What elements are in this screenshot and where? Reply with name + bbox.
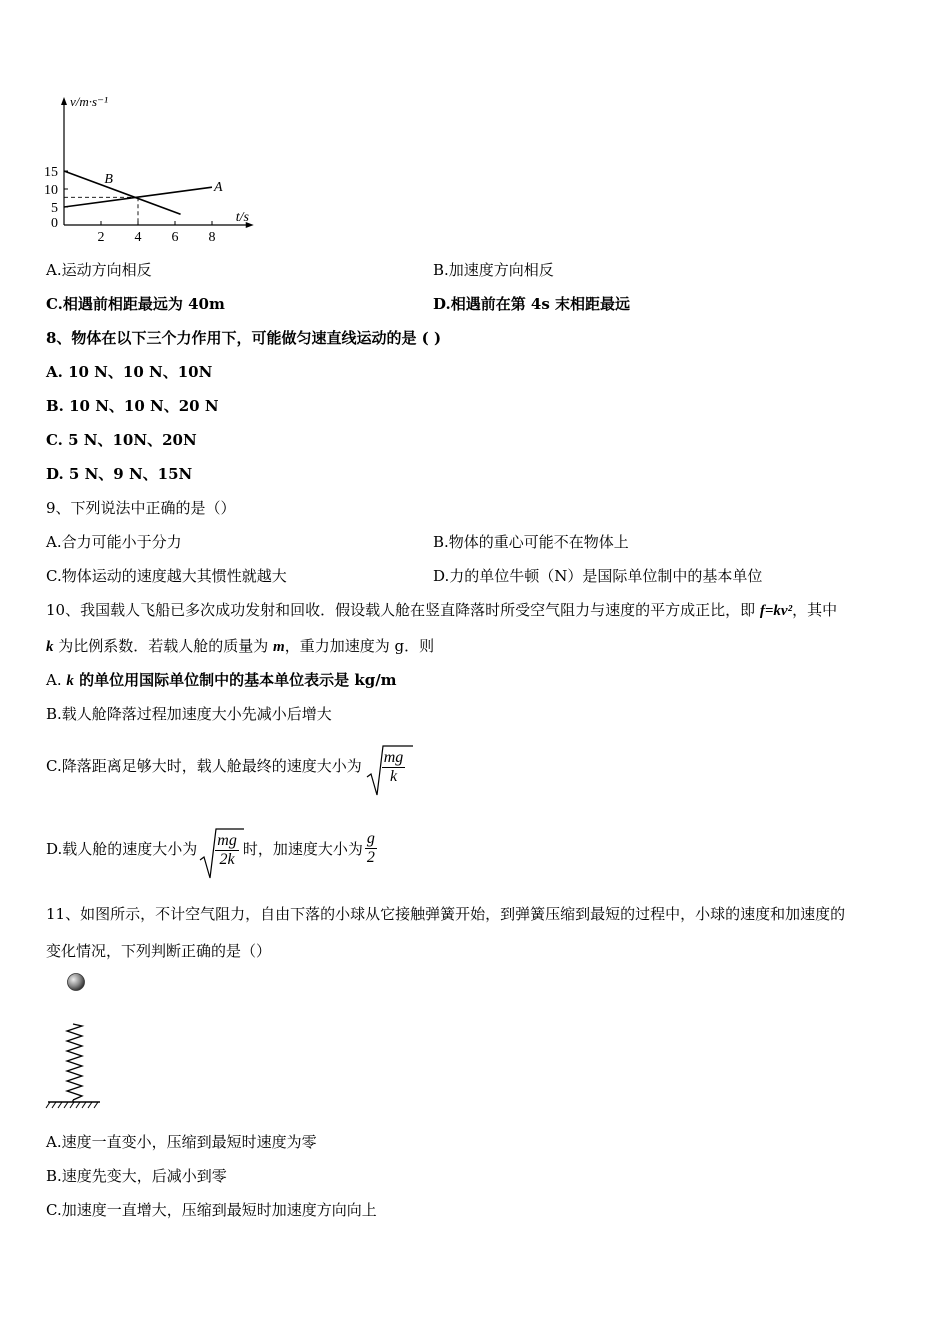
x-tick-label: 2 xyxy=(97,230,105,245)
q7-option-a: A.运动方向相反 xyxy=(46,261,152,279)
q10-formula: f=kv² xyxy=(759,603,793,619)
origin-label: 0 xyxy=(51,216,58,231)
q8-option-a: A. 10 N、10 N、10N xyxy=(46,363,213,381)
q7-option-b: B.加速度方向相反 xyxy=(433,261,554,279)
q10-m-symbol: m xyxy=(273,639,285,655)
q10-option-c xyxy=(46,740,405,790)
q10-option-a-k: k xyxy=(66,673,74,689)
q9-stem: 9、下列说法中正确的是（） xyxy=(46,499,236,517)
x-tick-label: 4 xyxy=(134,230,142,245)
x-tick-label: 8 xyxy=(208,230,216,245)
ball-spring-figure xyxy=(40,966,110,1111)
q9-option-b: B.物体的重心可能不在物体上 xyxy=(433,533,629,551)
q10-option-a-text: 的单位用国际单位制中的基本单位表示是 kg/m xyxy=(73,671,397,689)
q10-option-d-text: D.载人舱的速度大小为 xyxy=(46,839,198,858)
q10-k-symbol: k xyxy=(46,639,54,655)
fraction-numerator: mg xyxy=(217,831,237,849)
fraction-denominator: 2 xyxy=(366,848,375,866)
ground-hatch xyxy=(46,1102,98,1108)
y-tick-label: 5 xyxy=(51,201,58,216)
vt-chart xyxy=(40,92,280,252)
q10-option-a-label: A. xyxy=(46,671,67,689)
q10-stem-line1 xyxy=(46,600,837,621)
q11-stem-line1: 11、如图所示，不计空气阻力，自由下落的小球从它接触弹簧开始，到弹簧压缩到最短的过程中，小球的速度和加速度的 xyxy=(46,905,846,923)
q7-option-c xyxy=(46,294,225,314)
q10-stem-text2: 为比例系数．若载人舱的质量为 xyxy=(53,637,274,655)
q11-option-b: B.速度先变大，后减小到零 xyxy=(46,1167,227,1185)
x-tick-label: 6 xyxy=(171,230,179,245)
fraction-denominator: k xyxy=(389,767,398,785)
series-label-b: B xyxy=(104,172,113,188)
y-axis-label: v/m·s⁻¹ xyxy=(70,94,108,109)
q7-option-d-text: D.相遇前在第 4s 末相距最远 xyxy=(433,295,631,313)
sqrt-mg-over-2k xyxy=(199,828,239,869)
ball-icon xyxy=(68,974,85,991)
fraction-numerator: mg xyxy=(383,748,404,766)
sqrt-sign-icon xyxy=(199,828,245,880)
q10-option-d-text2: 时，加速度大小为 xyxy=(242,839,363,858)
q8-option-d: D. 5 N、9 N、15N xyxy=(46,465,193,483)
q9-option-d: D.力的单位牛顿（N）是国际单位制中的基本单位 xyxy=(433,567,763,585)
q10-option-b: B.载人舱降落过程加速度大小先减小后增大 xyxy=(46,705,332,723)
q10-stem-text3: ，重力加速度为 g．则 xyxy=(284,637,435,655)
fraction-numerator: g xyxy=(366,829,375,847)
q10-stem-text: 10、我国载人飞船已多次成功发射和回收．假设载人舱在竖直降落时所受空气阻力与速度的平方成正比，即 xyxy=(46,601,760,619)
q11-option-c: C.加速度一直增大，压缩到最短时加速度方向向上 xyxy=(46,1201,377,1219)
y-tick-label: 15 xyxy=(44,165,58,180)
q9-option-a: A.合力可能小于分力 xyxy=(46,533,182,551)
spring-icon xyxy=(67,1024,82,1100)
q8-option-c: C. 5 N、10N、20N xyxy=(46,431,197,449)
y-tick-label: 10 xyxy=(44,183,58,198)
series-label-a: A xyxy=(214,180,223,196)
sqrt-sign-icon xyxy=(366,745,414,797)
y-axis-arrow-icon xyxy=(61,97,67,105)
q10-stem-line2 xyxy=(46,636,434,657)
sqrt-mg-over-k xyxy=(366,745,406,786)
q10-option-c-text: C.降落距离足够大时，载人舱最终的速度大小为 xyxy=(46,756,362,775)
x-axis-label: t/s xyxy=(235,210,249,225)
q7-option-c-text: C.相遇前相距最远为 40m xyxy=(46,295,225,313)
q10-stem-suffix: ，其中 xyxy=(792,601,838,619)
fraction-denominator: 2k xyxy=(219,850,235,868)
q8-option-b: B. 10 N、10 N、20 N xyxy=(46,397,219,415)
fraction-g-2 xyxy=(365,830,377,867)
q8-stem: 8、物体在以下三个力作用下，可能做匀速直线运动的是 ( ) xyxy=(46,329,442,347)
q7-option-d xyxy=(433,294,630,314)
q11-stem-line2: 变化情况，下列判断正确的是（） xyxy=(46,942,272,960)
q11-option-a: A.速度一直变小，压缩到最短时速度为零 xyxy=(46,1133,317,1151)
q10-option-a xyxy=(46,670,397,691)
q9-option-c: C.物体运动的速度越大其惯性就越大 xyxy=(46,567,287,585)
q10-option-d xyxy=(46,822,377,874)
series-line-b xyxy=(64,171,181,214)
